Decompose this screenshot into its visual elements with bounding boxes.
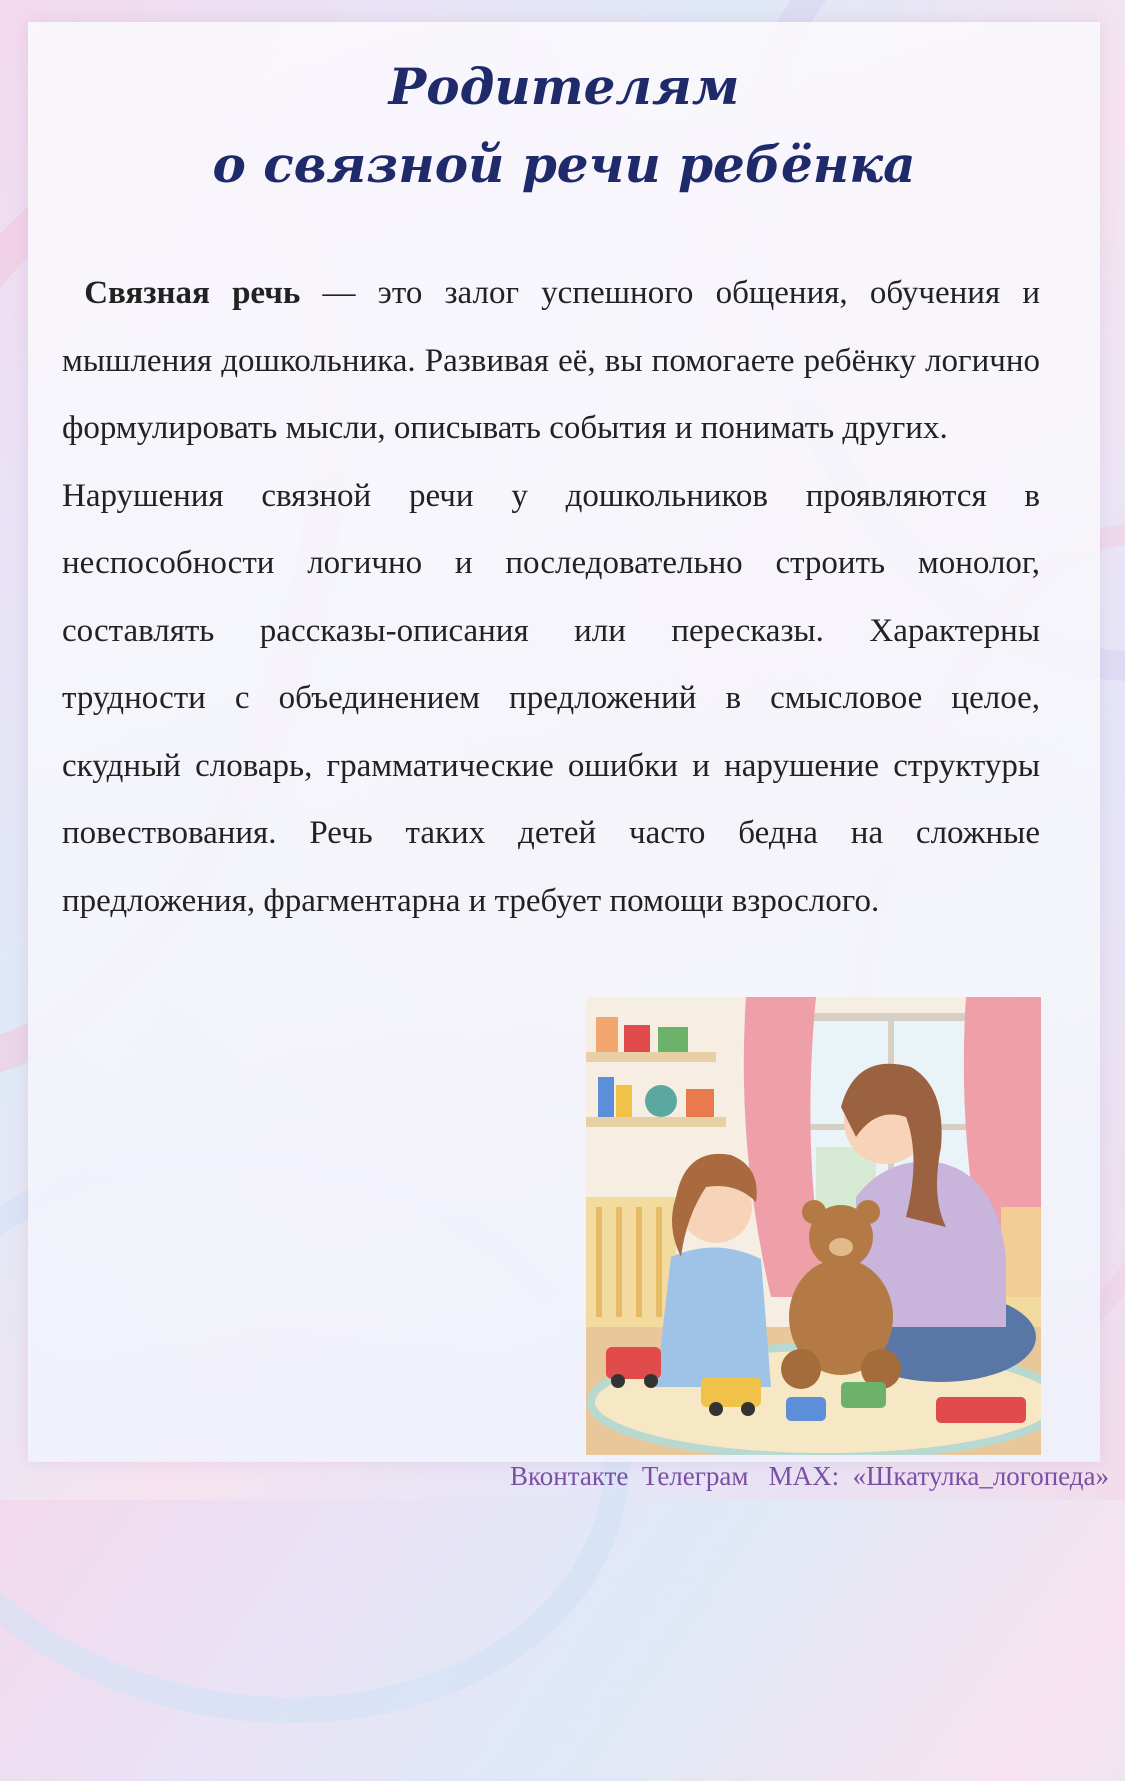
paragraph-text: Нарушения связной речи у дошкольников проявляются в неспособности логично и последовательно строить монолог, составлять рассказы-описания или пересказы. Характерны трудности с объединением предложений в смысловое целое, скудный словарь, грамматические ошибки и нарушение структуры повествования. Речь таких детей часто бедна на сложные предложения, фрагментарна и требует помощи взрослого. <box>62 477 1040 919</box>
paragraph-text: — это залог успешного общения, обучения и мышления дошкольника. Развивая её, вы помогаете ребёнку логично формулировать мысли, описывать события и понимать других. <box>62 275 1040 446</box>
footer-social-links: Вконтакте Телеграм MAX: «Шкатулка_логопеда» <box>510 1461 1109 1491</box>
title-line-1: Родителям <box>388 57 740 116</box>
mother-daughter-illustration <box>586 997 1041 1455</box>
paragraph-intro <box>62 260 1040 463</box>
title-line-2: о связной речи ребёнка <box>212 135 916 194</box>
page-title <box>28 48 1100 204</box>
illustration-image <box>586 997 1041 1455</box>
paragraph-disorders <box>62 463 1040 936</box>
article-body <box>62 260 1040 935</box>
term-bold: Связная речь <box>84 275 301 311</box>
